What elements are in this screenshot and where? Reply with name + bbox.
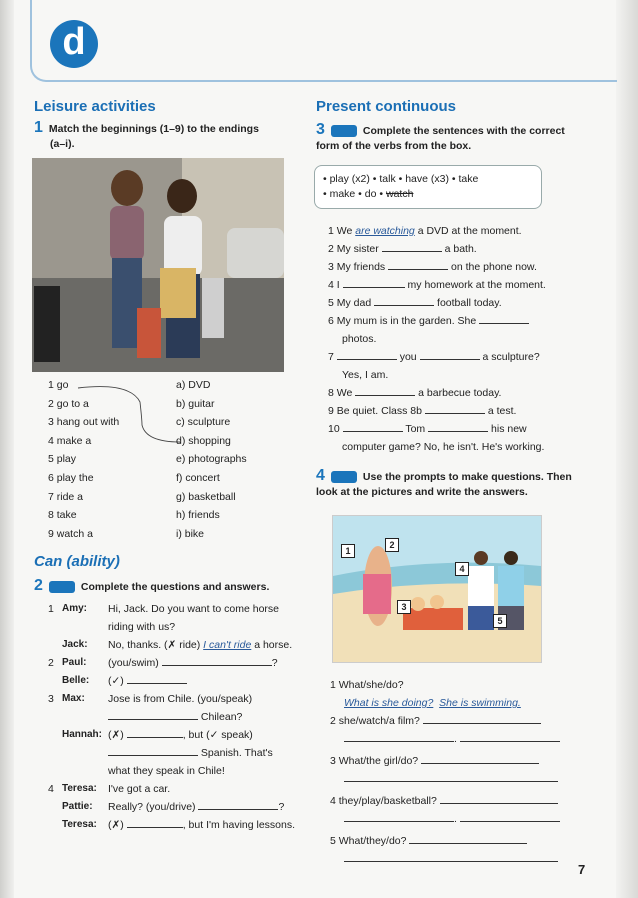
girls-shopping-photo — [32, 158, 284, 372]
ex3-number: 3 — [316, 121, 325, 138]
answer-blank[interactable] — [428, 420, 488, 432]
unit-letter-badge: d — [50, 20, 98, 68]
list-item: a) DVD — [176, 379, 211, 391]
ex3-instruction: 3 Complete the sentences with the correct form of the verbs from the box. — [316, 121, 565, 152]
can-heading: Can (ability) — [34, 553, 120, 570]
list-item: 6 play the — [48, 471, 94, 484]
answer-blank[interactable] — [127, 816, 183, 828]
answer-blank[interactable] — [382, 240, 442, 252]
list-item: i) bike — [176, 527, 205, 540]
picture-label: 2 — [385, 538, 399, 552]
picture-label: 3 — [397, 600, 411, 614]
ex4-number: 4 — [316, 467, 325, 484]
answer-blank[interactable] — [337, 348, 397, 360]
answer-blank[interactable] — [344, 770, 558, 782]
answer-blank[interactable] — [343, 276, 405, 288]
answer-blank[interactable] — [374, 294, 434, 306]
list-item: d) shopping — [176, 434, 231, 447]
ex1-instruction: 1 Match the beginnings (1–9) to the endings (a–i). — [34, 119, 259, 150]
list-item: 8 take — [48, 509, 77, 522]
answer-blank[interactable] — [127, 726, 183, 738]
list-item: 7 ride a — [48, 490, 84, 503]
answer-blank[interactable] — [344, 850, 558, 862]
ex4-instruction: 4 Use the prompts to make questions. Then look at the pictures and write the answers. — [316, 467, 572, 498]
list-item: g) basketball — [176, 490, 236, 503]
audio-icon — [49, 581, 75, 593]
answer-blank[interactable] — [344, 730, 454, 742]
present-heading: Present continuous — [316, 98, 457, 115]
answer-blank[interactable] — [440, 792, 558, 804]
audio-icon — [331, 471, 357, 483]
list-item: h) friends — [176, 509, 220, 522]
answer-blank[interactable] — [409, 832, 527, 844]
header-frame — [30, 0, 617, 82]
answer-blank[interactable] — [108, 708, 198, 720]
list-item: f) concert — [176, 471, 220, 484]
answer-blank[interactable] — [460, 810, 560, 822]
answer-blank[interactable] — [423, 712, 541, 724]
answer-blank[interactable] — [425, 402, 485, 414]
picture-label: 4 — [455, 562, 469, 576]
answer-blank[interactable] — [355, 384, 415, 396]
answer-blank[interactable] — [344, 810, 454, 822]
list-item: 5 play — [48, 453, 77, 466]
audio-icon — [331, 125, 357, 137]
list-item: 3 hang out with — [48, 416, 120, 429]
verb-box: • play (x2) • talk • have (x3) • take • make • do • watch — [314, 165, 542, 209]
picture-label: 1 — [341, 544, 355, 558]
list-item: c) sculpture — [176, 416, 231, 429]
beach-illustration — [332, 515, 542, 663]
endings-list — [176, 376, 247, 543]
answer-blank[interactable] — [388, 258, 448, 270]
list-item: 2 go to a — [48, 397, 89, 410]
match-line — [70, 380, 190, 450]
page-number: 7 — [578, 862, 586, 877]
leisure-heading: Leisure activities — [34, 98, 156, 115]
answer-blank[interactable] — [421, 752, 539, 764]
list-item: 9 watch a — [48, 527, 93, 540]
ex1-number: 1 — [34, 119, 43, 136]
answer-blank[interactable] — [479, 312, 529, 324]
list-item: e) photographs — [176, 453, 247, 466]
answer-blank[interactable] — [127, 672, 187, 684]
ex2-number: 2 — [34, 577, 43, 594]
answer-blank[interactable] — [460, 730, 560, 742]
dialogues: 1 Amy: Hi, Jack. Do you want to come horse riding with us? Jack: No, thanks. (✗ ride) I can't ride a horse. 2 Paul: (you/swim) ? Belle: (✓) 3 Max: Jose is from Chile. (you/speak) Chilean? Hannah: (✗) , but (✓ speak) Spanish. That's what they speak in Chile! 4 Teresa: I've got a car. Pattie: Really? (you/drive) ? Teresa: (✗) , but I'm having lessons. — [48, 603, 296, 831]
answer-blank[interactable] — [343, 420, 403, 432]
ex4-questions: 1 What/she/do? What is she doing? She is swimming. 2 she/watch/a film? . 3 What/the girl/do? 4 they/play/basketball? . 5 What/they/do? — [330, 676, 570, 868]
list-item: 1 go — [48, 379, 69, 391]
answer-blank[interactable] — [420, 348, 480, 360]
list-item: b) guitar — [176, 397, 215, 410]
answer-blank[interactable] — [198, 798, 278, 810]
ex2-instruction: 2 Complete the questions and answers. — [34, 577, 270, 594]
answer-blank[interactable] — [108, 744, 198, 756]
ex3-sentences: 1 We are watching a DVD at the moment. 2 My sister a bath. 3 My friends on the phone now. 4 I my homework at the moment. 5 My dad football today. 6 My mum is in the garden. She photos. 7 you a sculpture? Yes, I am. 8 We a barbecue today. 9 Be quiet. Class 8b a test. 10 Tom his new computer game? No, he isn't. He's working. — [328, 225, 546, 453]
page-edge-left — [0, 0, 14, 898]
answer-blank[interactable] — [162, 654, 272, 666]
list-item: 4 make a — [48, 434, 92, 447]
page-edge-right — [616, 0, 638, 898]
picture-label: 5 — [493, 614, 507, 628]
